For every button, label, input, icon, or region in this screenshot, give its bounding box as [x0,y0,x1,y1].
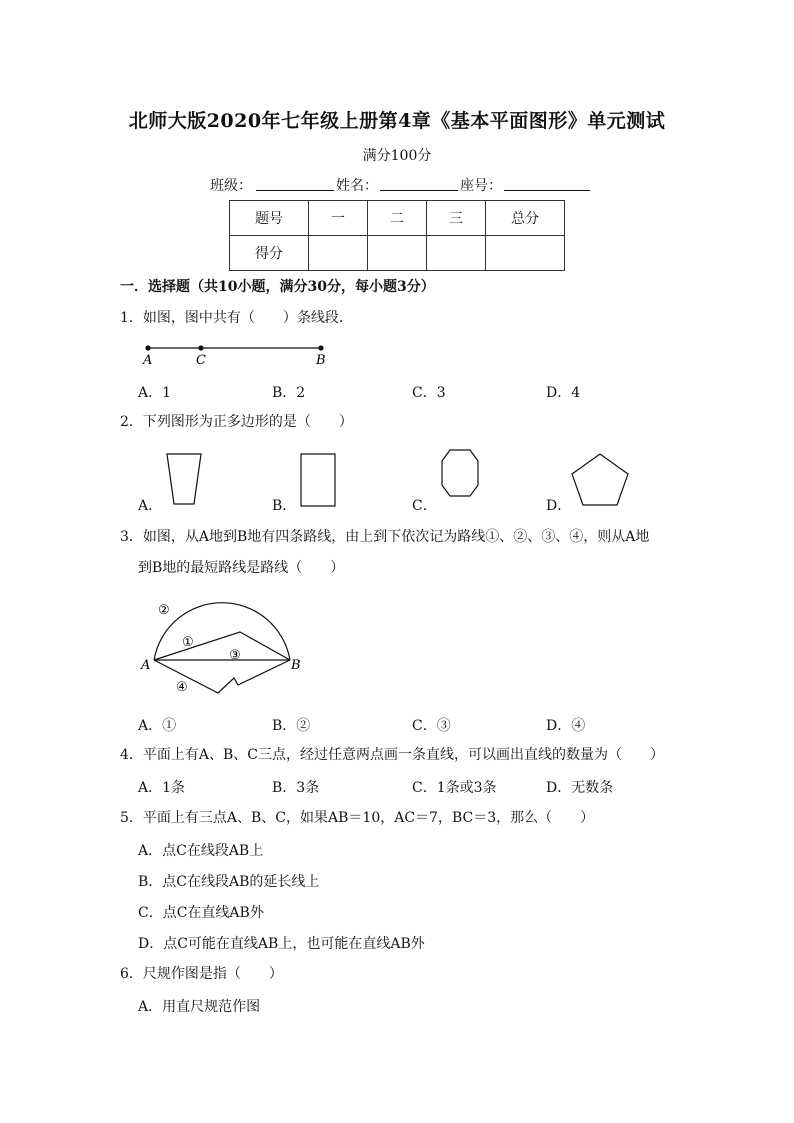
score-header-cell: 总分 [486,201,565,236]
q3-option-b[interactable]: B．② [272,718,311,734]
score-header-cell: 二 [368,201,427,236]
route-3-label: ③ [229,648,241,663]
q1-option-a[interactable]: A．1 [138,385,172,401]
point-label-a: A [143,353,153,368]
q2-option-d[interactable]: D． [546,498,572,514]
question-4: 4．平面上有A、B、C三点，经过任意两点画一条直线，可以画出直线的数量为（ ） [120,747,665,763]
q4-option-a[interactable]: A．1条 [138,780,186,796]
question-3-line-2: 到B地的最短路线是路线（ ） [138,560,345,576]
q4-option-b[interactable]: B．3条 [272,780,320,796]
q4-option-c[interactable]: C．1条或3条 [412,780,497,796]
question-5: 5．平面上有三点A、B、C，如果AB＝10，AC＝7，BC＝3，那么（ ） [120,810,595,826]
point-label-b: B [291,658,301,673]
q3-option-a[interactable]: A．① [138,718,177,734]
point-label-c: C [196,353,206,368]
trapezoid-figure [165,452,205,508]
question-6: 6．尺规作图是指（ ） [120,966,283,982]
q1-option-b[interactable]: B．2 [272,385,306,401]
full-score: 满分100分 [362,148,432,164]
q3-option-c[interactable]: C．③ [412,718,451,734]
score-cell[interactable] [486,236,565,271]
score-row-label: 得分 [230,236,309,271]
score-header-cell: 一 [309,201,368,236]
q5-option-c[interactable]: C．点C在直线AB外 [138,905,264,921]
score-cell[interactable] [368,236,427,271]
class-label: 班级： [210,178,252,194]
q2-option-c[interactable]: C． [412,498,437,514]
route-4-label: ④ [176,680,188,695]
name-label: 姓名： [336,178,378,194]
q3-routes-figure [138,590,308,702]
q6-option-a[interactable]: A．用直尺规范作图 [138,999,261,1015]
score-header-cell: 三 [427,201,486,236]
score-header-cell: 题号 [230,201,309,236]
score-cell[interactable] [427,236,486,271]
class-blank[interactable] [256,176,334,191]
q5-option-a[interactable]: A．点C在线段AB上 [138,843,264,859]
q1-option-c[interactable]: C．3 [412,385,446,401]
seat-blank[interactable] [504,176,590,191]
page-title: 北师大版2020年七年级上册第4章《基本平面图形》单元测试 [128,110,666,132]
question-2: 2．下列图形为正多边形的是（ ） [120,414,353,430]
q2-option-b[interactable]: B． [272,498,297,514]
q5-option-d[interactable]: D．点C可能在直线AB上，也可能在直线AB外 [138,936,425,952]
q4-option-d[interactable]: D．无数条 [546,780,614,796]
q3-option-d[interactable]: D．④ [546,718,586,734]
q1-segment-figure [138,340,338,368]
irregular-octagon-figure [440,448,482,500]
route-1-label: ① [182,635,194,650]
q1-option-d[interactable]: D．4 [546,385,581,401]
point-label-a: A [141,658,151,673]
q2-option-a[interactable]: A． [138,498,163,514]
point-label-b: B [316,353,326,368]
name-blank[interactable] [380,176,458,191]
pentagon-figure [570,452,632,508]
route-2-label: ② [158,603,170,618]
score-cell[interactable] [309,236,368,271]
rectangle-figure [299,452,339,508]
question-3-line-1: 3．如图，从A地到B地有四条路线，由上到下依次记为路线①、②、③、④，则从A地 [120,529,650,545]
question-1: 1．如图，图中共有（ ）条线段． [120,310,353,326]
section-heading: 一．选择题（共10小题，满分30分，每小题3分） [120,279,435,295]
seat-label: 座号： [460,178,502,194]
q5-option-b[interactable]: B．点C在线段AB的延长线上 [138,874,320,890]
score-table [229,200,565,271]
